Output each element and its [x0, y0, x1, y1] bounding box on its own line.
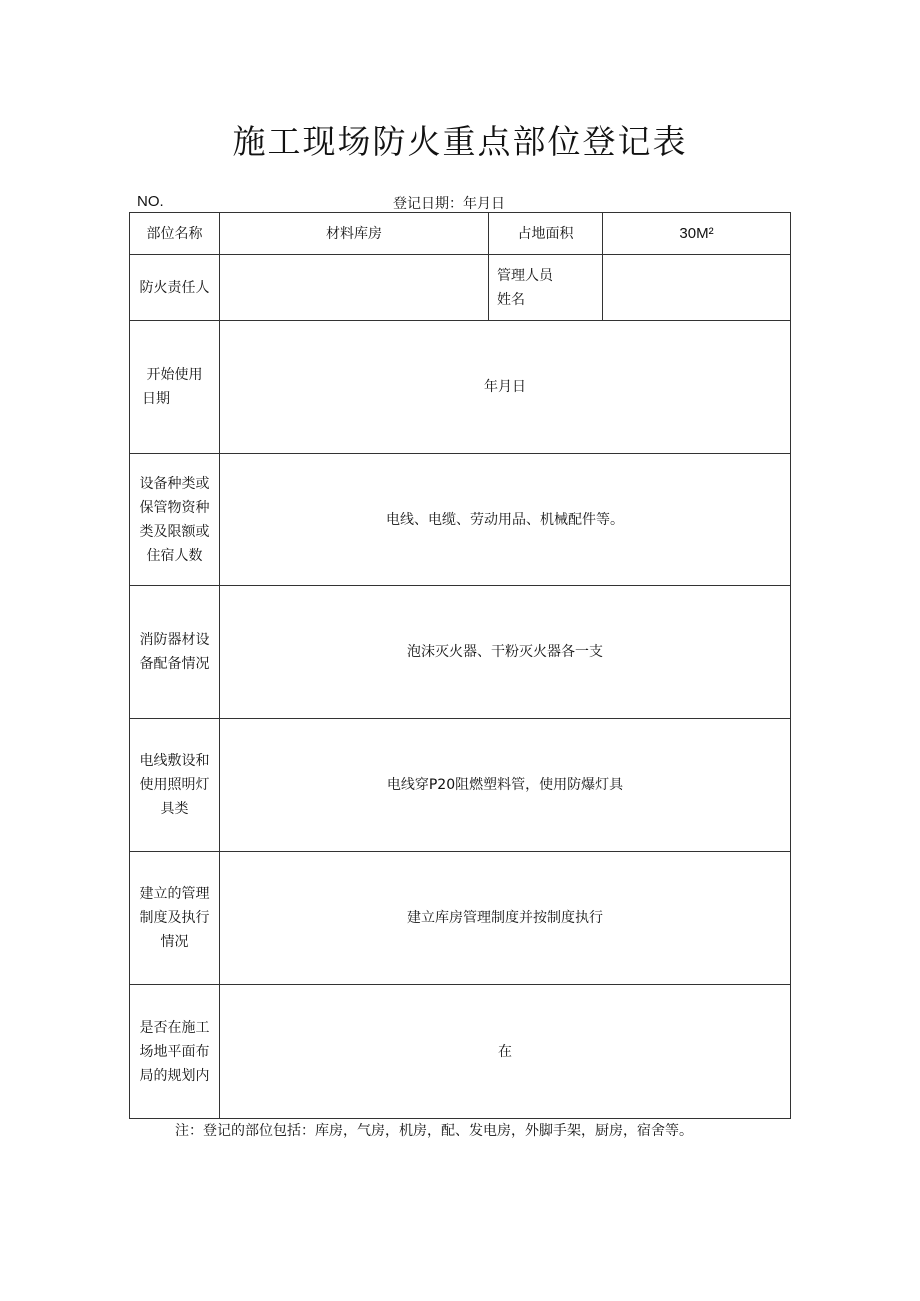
label-line: 住宿人数: [146, 547, 203, 564]
equipment-type-label: [130, 454, 220, 586]
area-value: 30M²: [603, 213, 791, 255]
label-line: 使用照明灯: [139, 777, 210, 793]
manager-name-label-line2: 姓名: [497, 291, 525, 308]
label-line: 是否在施工: [139, 1019, 210, 1036]
fire-responsible-value: [220, 255, 489, 321]
label-line: 场地平面布: [139, 1043, 210, 1060]
label-line: 设备种类或: [139, 475, 210, 492]
table-row: [130, 255, 791, 321]
registration-table: [129, 212, 791, 1119]
label-line: 电线敷设和: [139, 753, 210, 769]
fire-responsible-label: 防火责任人: [130, 255, 220, 321]
label-line: 备配备情况: [139, 656, 210, 672]
table-row: [130, 985, 791, 1119]
registration-date: 登记日期：年月日: [393, 196, 505, 212]
location-name-label: 部位名称: [130, 213, 220, 255]
location-name-value: 材料库房: [220, 213, 489, 255]
wiring-lighting-label: [130, 719, 220, 852]
table-row: [130, 321, 791, 454]
label-line: 类及限额或: [139, 523, 210, 540]
start-date-value: 年月日: [220, 321, 791, 454]
footnote: 注：登记的部位包括：库房，气房，机房，配、发电房，外脚手架，厨房，宿舍等。: [175, 1123, 693, 1139]
table-row: [130, 454, 791, 586]
management-system-value: 建立库房管理制度并按制度执行: [220, 852, 791, 985]
manager-name-label: [489, 255, 603, 321]
label-line: 日期: [142, 391, 170, 407]
fire-equipment-label: [130, 586, 220, 719]
page-title: 施工现场防火重点部位登记表: [232, 122, 688, 161]
fire-equipment-value: 泡沫灭火器、干粉灭火器各一支: [220, 586, 791, 719]
label-line: 开始使用: [146, 367, 203, 383]
table-row: [130, 719, 791, 852]
label-line: 消防器材设: [139, 632, 210, 648]
table-row: [130, 213, 791, 255]
wiring-lighting-value: 电线穿P20阻燃塑料管，使用防爆灯具: [220, 719, 791, 852]
label-line: 保管物资种: [139, 499, 210, 516]
equipment-type-value: 电线、电缆、劳动用品、机械配件等。: [220, 454, 791, 586]
site-plan-value: 在: [220, 985, 791, 1119]
label-line: 局的规划内: [139, 1067, 210, 1084]
manager-name-label-line1: 管理人员: [497, 267, 553, 284]
site-plan-label: [130, 985, 220, 1119]
label-line: 情况: [160, 934, 189, 950]
management-system-label: [130, 852, 220, 985]
table-row: [130, 586, 791, 719]
label-line: 制度及执行: [139, 910, 210, 926]
form-number-label: NO.: [137, 193, 164, 210]
area-label: 占地面积: [489, 213, 603, 255]
table-row: [130, 852, 791, 985]
manager-name-value: [603, 255, 791, 321]
label-line: 建立的管理: [139, 886, 210, 902]
start-date-label: [130, 321, 220, 454]
label-line: 具类: [160, 801, 189, 817]
